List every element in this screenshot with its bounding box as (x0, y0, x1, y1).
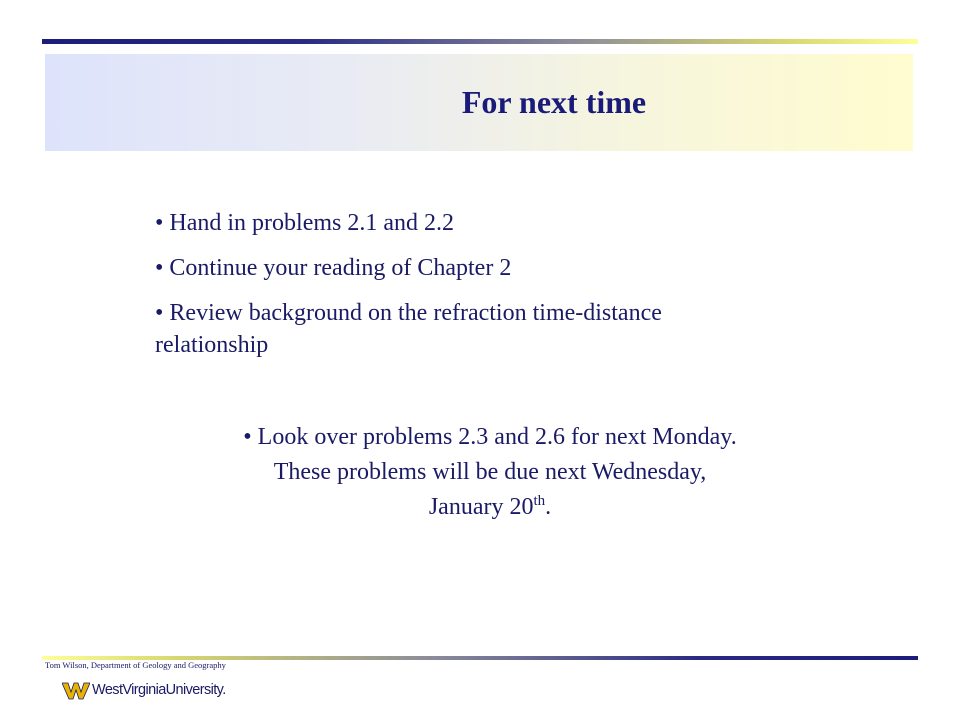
bullet-item-hand-in: • Hand in problems 2.1 and 2.2 (155, 210, 455, 236)
flying-wv-icon (62, 680, 90, 700)
bullet-item-look-over-line1: • Look over problems 2.3 and 2.6 for next Monday. (243, 424, 737, 450)
bullet-item-look-over-line3 (140, 490, 840, 525)
wvu-logo (62, 679, 226, 701)
bullet-list (155, 207, 775, 374)
due-date-suffix: th (533, 493, 546, 509)
slide-title: For next time (461, 84, 647, 120)
bullet-item-review: • Review background on the refraction time-distance relationship (155, 300, 662, 358)
footer-credit: Tom Wilson, Department of Geology and Geography (45, 660, 226, 670)
bullet-item-reading: • Continue your reading of Chapter 2 (155, 255, 512, 281)
due-date-period: . (545, 494, 552, 520)
bullet-item-look-over-line2: These problems will be due next Wednesday, (273, 459, 707, 485)
bullet-item-look-over (140, 420, 840, 525)
top-rule (42, 39, 918, 44)
wvu-logo-text: WestVirginiaUniversity. (92, 682, 226, 698)
due-date-text: January 20 (428, 494, 534, 520)
